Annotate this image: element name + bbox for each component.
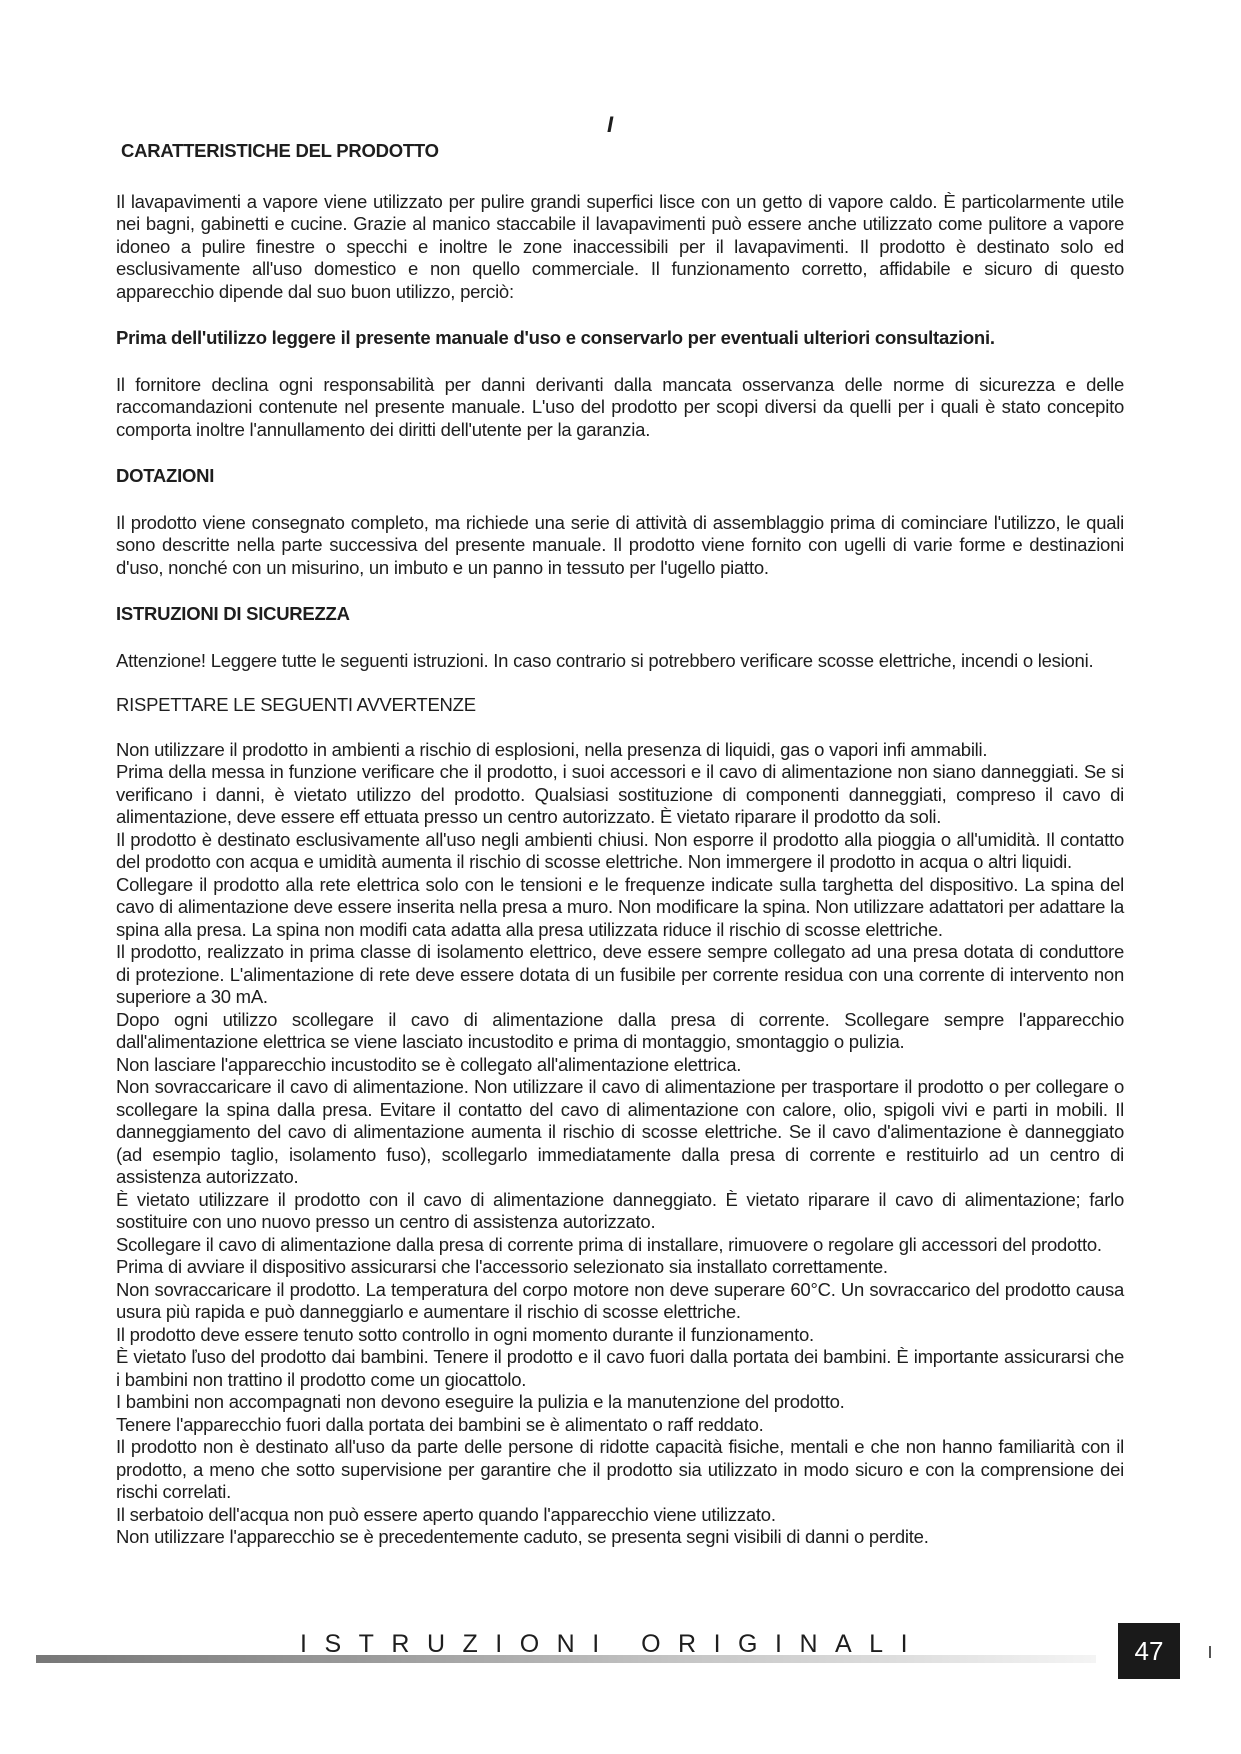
liability-paragraph: Il fornitore declina ogni responsabilità per danni derivanti dalla mancata osservanza delle norme di sicurezza e delle raccomandazioni contenute nel presente manuale. L'uso del prodotto per scopi diversi da quelli per i quali è stato concepito comporta inoltre l'annullamento dei diritti dell'utente per la garanzia.: [116, 373, 1124, 440]
attention-paragraph: Attenzione! Leggere tutte le seguenti istruzioni. In caso contrario si potrebbero verificare scosse elettriche, incendi o lesioni.: [116, 649, 1094, 671]
section-title-safety: ISTRUZIONI DI SICUREZZA: [116, 603, 350, 624]
equipment-paragraph: Il prodotto viene consegnato completo, ma richiede una serie di attività di assemblaggio prima di cominciare l'utilizzo, le quali sono descritte nella parte successiva del presente manuale. Il prodotto viene fornito con ugelli di varie forme e destinazioni d'uso, nonché con un misurino, un imbuto e un panno in tessuto per l'ugello piatto.: [116, 511, 1124, 578]
list-item: Non utilizzare l'apparecchio se è precedentemente caduto, se presenta segni visibili di danni o perdite.: [116, 1526, 929, 1547]
list-item: Tenere l'apparecchio fuori dalla portata dei bambini se è alimentato o raff reddato.: [116, 1413, 764, 1435]
warnings-heading: RISPETTARE LE SEGUENTI AVVERTENZE: [116, 694, 476, 715]
language-mark: I: [607, 112, 614, 137]
list-item: Prima di avviare il dispositivo assicurarsi che l'accessorio selezionato sia installato correttamente.: [116, 1256, 888, 1277]
list-item: Il serbatoio dell'acqua non può essere aperto quando l'apparecchio viene utilizzato.: [116, 1503, 776, 1525]
list-item: È vietato ľuso del prodotto dai bambini. Tenere il prodotto e il cavo fuori dalla portata dei bambini. È importante assicurarsi che i bambini non trattino il prodotto come un giocattolo.: [116, 1346, 1124, 1390]
list-item: Non utilizzare il prodotto in ambienti a rischio di esplosioni, nella presenza di liquidi, gas o vapori infi ammabili.: [116, 738, 988, 760]
list-item: Il prodotto è destinato esclusivamente all'uso negli ambienti chiusi. Non esporre il prodotto alla pioggia o all'umidità. Il contatto del prodotto con acqua e umidità aumenta il rischio di scosse elettriche. Non immergere il prodotto in acqua o altri liquidi.: [116, 828, 1124, 872]
section-title-equipment: DOTAZIONI: [116, 465, 215, 486]
list-item: Non sovraccaricare il cavo di alimentazione. Non utilizzare il cavo di alimentazione per trasportare il prodotto o per collegare o scollegare la spina dalla presa. Evitare il contatto del cavo di alimentazione con calore, olio, spigoli vivi e parti in mobili. Il danneggiamento del cavo di alimentazione aumenta il rischio di scosse elettriche. Se il cavo d'alimentazione è danneggiato (ad esempio taglio, isolamento fuso), scollegarlo immediatamente dalla presa di corrente e restituirlo ad un centro di assistenza autorizzato.: [116, 1076, 1124, 1187]
list-item: I bambini non accompagnati non devono eseguire la pulizia e la manutenzione del prodotto.: [116, 1391, 845, 1412]
page-number: 47: [1118, 1623, 1180, 1679]
warnings-list: [116, 739, 1124, 1549]
list-item: Scollegare il cavo di alimentazione dalla presa di corrente prima di installare, rimuovere o regolare gli accessori del prodotto.: [116, 1233, 1102, 1255]
section-title-features: CARATTERISTICHE DEL PRODOTTO: [121, 140, 439, 161]
list-item: Non lasciare l'apparecchio incustodito se è collegato all'alimentazione elettrica.: [116, 1053, 742, 1075]
read-manual-notice: Prima dell'utilizzo leggere il presente manuale d'uso e conservarlo per eventuali ulteriori consultazioni.: [116, 327, 995, 348]
list-item: È vietato utilizzare il prodotto con il cavo di alimentazione danneggiato. È vietato riparare il cavo di alimentazione; farlo sostituire con uno nuovo presso un centro di assistenza autorizzato.: [116, 1188, 1124, 1232]
edge-tick-mark: [1209, 1646, 1211, 1658]
footer-title: ISTRUZIONI ORIGINALI: [300, 1630, 926, 1658]
list-item: Collegare il prodotto alla rete elettrica solo con le tensioni e le frequenze indicate sulla targhetta del dispositivo. La spina del cavo di alimentazione deve essere inserita nella presa a muro. Non modificare la spina. Non utilizzare adattatori per adattare la spina alla presa. La spina non modifi cata adatta alla presa utilizzata riduce il rischio di scosse elettriche.: [116, 873, 1124, 940]
list-item: Prima della messa in funzione verificare che il prodotto, i suoi accessori e il cavo di alimentazione non siano danneggiati. Se si verificano i danni, è vietato utilizzo del prodotto. Qualsiasi sostituzione di componenti danneggiati, compreso il cavo di alimentazione, deve essere eff ettuata presso un centro autorizzato. È vietato riparare il prodotto da soli.: [116, 761, 1124, 827]
list-item: Dopo ogni utilizzo scollegare il cavo di alimentazione dalla presa di corrente. Scollegare sempre l'apparecchio dall'alimentazione elettrica se viene lasciato incustodito e prima di montaggio, smontaggio o pulizia.: [116, 1008, 1124, 1052]
list-item: Non sovraccaricare il prodotto. La temperatura del corpo motore non deve superare 60°C. Un sovraccarico del prodotto causa usura più rapida e può danneggiarlo e aumentare il rischio di scosse elettriche.: [116, 1278, 1124, 1322]
list-item: Il prodotto non è destinato all'uso da parte delle persone di ridotte capacità fisiche, mentali e che non hanno familiarità con il prodotto, a meno che sotto supervisione per garantire che il prodotto sia utilizzato in modo sicuro e con la comprensione dei rischi correlati.: [116, 1436, 1124, 1502]
list-item: Il prodotto, realizzato in prima classe di isolamento elettrico, deve essere sempre collegato ad una presa dotata di conduttore di protezione. L'alimentazione di rete deve essere dotata di un fusibile per corrente residua con una corrente di intervento non superiore a 30 mA.: [116, 941, 1124, 1007]
page-content: [116, 140, 1124, 1549]
features-paragraph: Il lavapavimenti a vapore viene utilizzato per pulire grandi superfici lisce con un getto di vapore caldo. È particolarmente utile nei bagni, gabinetti e cucine. Grazie al manico staccabile il lavapavimenti può essere anche utilizzato come pulitore a vapore idoneo a pulire finestre o specchi e inoltre le zone inaccessibili per il lavapavimenti. Il prodotto è destinato solo ed esclusivamente all'uso domestico e non quello commerciale. Il funzionamento corretto, affidabile e sicuro di questo apparecchio dipende dal suo buon utilizzo, perciò:: [116, 190, 1124, 302]
list-item: Il prodotto deve essere tenuto sotto controllo in ogni momento durante il funzionamento.: [116, 1323, 814, 1345]
